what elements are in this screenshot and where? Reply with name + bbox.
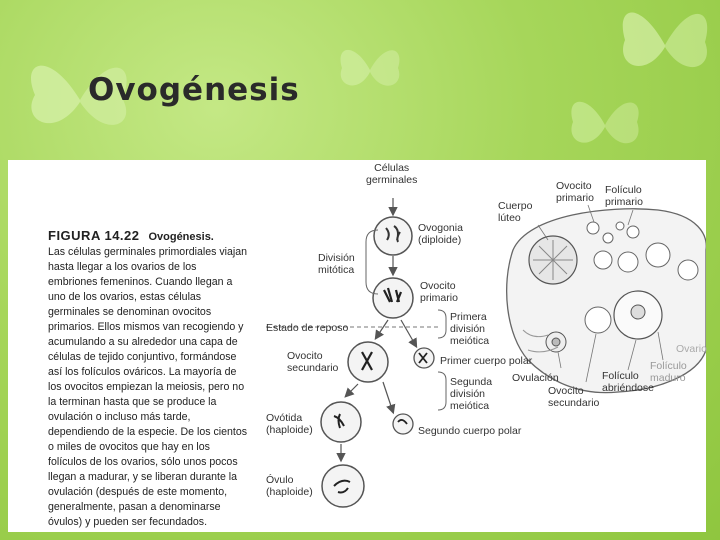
figure-label: FIGURA 14.22 [48,228,140,243]
butterfly-icon [330,40,410,100]
caption-line: primarios. Ellos mismos van recogiendo y [48,321,244,333]
caption-line: así los folículos ováricos. La mayoría de [48,366,237,378]
ovogonia-cell [374,217,412,255]
rest-state-label: Estado de reposo [266,322,349,334]
primary-oocyte-cell [373,278,413,318]
second-polar-body-label: Segundo cuerpo polar [418,425,522,437]
first-meiotic-division-label: Primera división meiótica [450,311,490,347]
corpus-luteum-label: Cuerpo lúteo [498,200,533,224]
first-polar-body [414,348,434,368]
caption-line: germinales se denominan ovocitos [48,306,212,318]
oogonia-label: Ovogonia (diploide) [418,222,463,246]
ovulation-label: Ovulación [512,372,559,384]
caption-line: acumulando a su alrededor una capa de [48,336,238,348]
ovary-label: Ovario [676,343,707,355]
caption-line: llegan a madurar, y se liberan durante la [48,471,238,483]
slide-title: Ovogénesis [88,72,300,108]
butterfly-icon [610,0,720,90]
secondary-oocyte-label: Ovocito secundario [287,350,339,374]
ovum-cell [322,465,364,507]
oogenesis-diagram [8,160,706,532]
caption-line: la terminan hasta que se produce la [48,396,217,408]
caption-line: ovulación (después de este momento, [48,486,228,498]
germ-cells-label: Células germinales [366,162,418,186]
caption-line: generalmente, pasan a denominarse [48,501,221,513]
ovary-secondary-oocyte-label: Ovocito secundario [548,385,600,409]
caption-line: células de tejido conjuntivo, formándose [48,351,237,363]
caption-line: hasta llegar a los ovarios de los [48,261,197,273]
mature-follicle-label: Folículo maduro [650,360,687,384]
caption-line: óvulos) y pueden ser fecundados. [48,516,208,528]
ootid-label: Ovótida (haploide) [266,412,313,436]
caption-line: o miles de ovocitos que hay en los [48,441,210,453]
primary-oocyte-label: Ovocito primario [420,280,458,304]
caption-line: dependiendo de la especie. De los cientos [48,426,248,438]
caption-line: folículos de los ovarios, sólo unos pocos [48,456,238,468]
ovary-primary-oocyte-label: Ovocito primario [556,180,594,204]
caption-line: Las células germinales primordiales viajan [48,246,248,258]
caption-line: uno de los ovarios, estas células [48,291,202,303]
opening-follicle-label: Folículo abriéndose [602,370,654,394]
butterfly-icon [560,90,650,160]
caption-line: embriones femeninos. Cuando llegan a [48,276,233,288]
figure-title: Ovogénesis. [148,231,214,243]
ovum-label: Óvulo (haploide) [266,474,313,498]
mitotic-division-label: División mitótica [318,252,355,276]
ootid-cell [321,402,361,442]
primary-follicle-label: Folículo primario [605,184,643,208]
caption-line: ovulación o incluso más tarde, [48,411,191,423]
secondary-oocyte-cell [348,342,388,382]
first-polar-body-label: Primer cuerpo polar [440,355,533,367]
second-meiotic-division-label: Segunda división meiótica [450,376,493,412]
caption-line: los ovocitos empiezan la meiosis, pero no [48,381,245,393]
second-polar-body [393,414,413,434]
figure-panel [8,160,706,532]
